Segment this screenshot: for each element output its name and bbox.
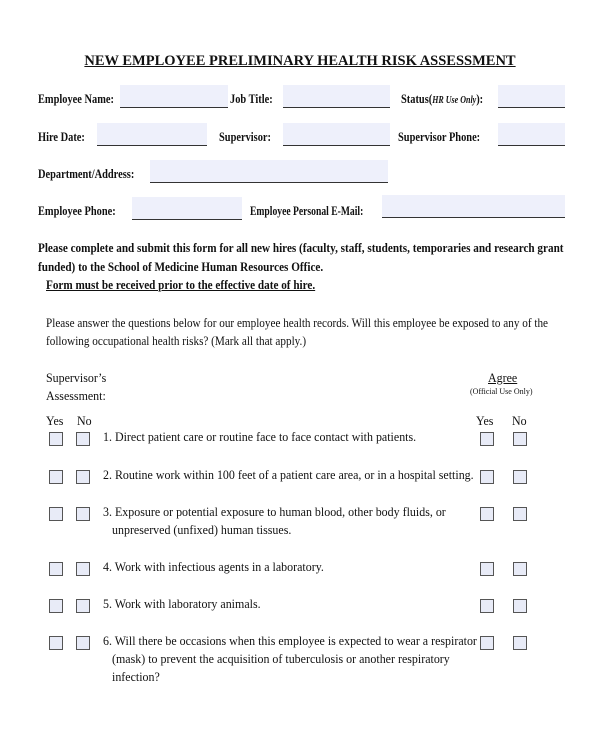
question-text: 6. Will there be occasions when this employee is expected to wear a respirator — [103, 633, 477, 648]
agree-no-checkbox[interactable] — [513, 599, 527, 613]
question-text: 4. Work with infectious agents in a laboratory. — [103, 559, 324, 574]
agree-yes-checkbox[interactable] — [480, 562, 494, 576]
employee-phone-field[interactable] — [132, 197, 242, 220]
agree-no-checkbox[interactable] — [513, 432, 527, 446]
supervisor-phone-field[interactable] — [498, 123, 565, 146]
agree-no-checkbox[interactable] — [513, 636, 527, 650]
title-text: NEW EMPLOYEE PRELIMINARY HEALTH RISK ASSESSMENT — [84, 53, 516, 69]
intro-line2: following occupational health risks? (Mark all that apply.) — [46, 333, 307, 348]
question-text: 2. Routine work within 100 feet of a patient care area, or in a hospital setting. — [103, 467, 474, 482]
employee-name-label: Employee Name: — [38, 91, 114, 106]
agree-no-checkbox[interactable] — [513, 507, 527, 521]
supervisor-yes-checkbox[interactable] — [49, 562, 63, 576]
supervisor-yes-checkbox[interactable] — [49, 470, 63, 484]
supervisor-no-checkbox[interactable] — [76, 636, 90, 650]
supervisor-phone-label: Supervisor Phone: — [398, 129, 481, 144]
hire-date-field[interactable] — [97, 123, 207, 146]
department-label: Department/Address: — [38, 166, 135, 181]
email-field[interactable] — [382, 195, 565, 218]
agree-heading: Agree — [488, 370, 518, 385]
supervisor-yes-checkbox[interactable] — [49, 636, 63, 650]
supervisor-yes-checkbox[interactable] — [49, 507, 63, 521]
official-use-note: (Official Use Only) — [470, 387, 533, 396]
supervisor-label: Supervisor: — [219, 129, 271, 144]
supervisor-heading-1: Supervisor’s — [46, 370, 107, 385]
question-text: (mask) to prevent the acquisition of tuberculosis or another respiratory — [112, 651, 450, 666]
agree-yes-checkbox[interactable] — [480, 636, 494, 650]
status-label — [401, 91, 483, 107]
question-text: unpreserved (unfixed) human tissues. — [112, 522, 292, 537]
status-hr-note: HR Use Only — [432, 95, 477, 106]
department-field[interactable] — [150, 160, 388, 183]
yes-header-right: Yes — [476, 413, 494, 428]
agree-yes-checkbox[interactable] — [480, 507, 494, 521]
agree-yes-checkbox[interactable] — [480, 599, 494, 613]
status-field[interactable] — [498, 85, 565, 108]
supervisor-no-checkbox[interactable] — [76, 599, 90, 613]
question-text: infection? — [112, 669, 160, 684]
form-title — [0, 53, 600, 70]
email-label: Employee Personal E-Mail: — [250, 203, 364, 218]
intro-line1: Please answer the questions below for our employee health records. Will this employee be exposed to any of the — [46, 315, 548, 330]
supervisor-heading-2: Assessment: — [46, 388, 106, 403]
agree-no-checkbox[interactable] — [513, 562, 527, 576]
instructions-line2: funded) to the School of Medicine Human Resources Office. — [38, 259, 324, 274]
question-text: 3. Exposure or potential exposure to human blood, other body fluids, or — [103, 504, 446, 519]
no-header-right: No — [512, 413, 527, 428]
question-text: 5. Work with laboratory animals. — [103, 596, 261, 611]
supervisor-yes-checkbox[interactable] — [49, 432, 63, 446]
status-text: Status( — [401, 91, 433, 106]
question-text: 1. Direct patient care or routine face to face contact with patients. — [103, 429, 417, 444]
agree-yes-checkbox[interactable] — [480, 432, 494, 446]
supervisor-field[interactable] — [283, 123, 390, 146]
yes-header-left: Yes — [46, 413, 64, 428]
supervisor-no-checkbox[interactable] — [76, 432, 90, 446]
deadline-notice: Form must be received prior to the effective date of hire. — [46, 277, 316, 292]
agree-no-checkbox[interactable] — [513, 470, 527, 484]
job-title-field[interactable] — [283, 85, 390, 108]
instructions-line1: Please complete and submit this form for all new hires (faculty, staff, students, temporaries and research grant — [38, 240, 564, 255]
no-header-left: No — [77, 413, 92, 428]
status-end: ): — [476, 91, 484, 106]
employee-name-field[interactable] — [120, 85, 228, 108]
supervisor-no-checkbox[interactable] — [76, 470, 90, 484]
supervisor-yes-checkbox[interactable] — [49, 599, 63, 613]
agree-yes-checkbox[interactable] — [480, 470, 494, 484]
supervisor-no-checkbox[interactable] — [76, 507, 90, 521]
employee-phone-label: Employee Phone: — [38, 203, 116, 218]
hire-date-label: Hire Date: — [38, 129, 85, 144]
supervisor-no-checkbox[interactable] — [76, 562, 90, 576]
job-title-label: Job Title: — [230, 91, 273, 106]
